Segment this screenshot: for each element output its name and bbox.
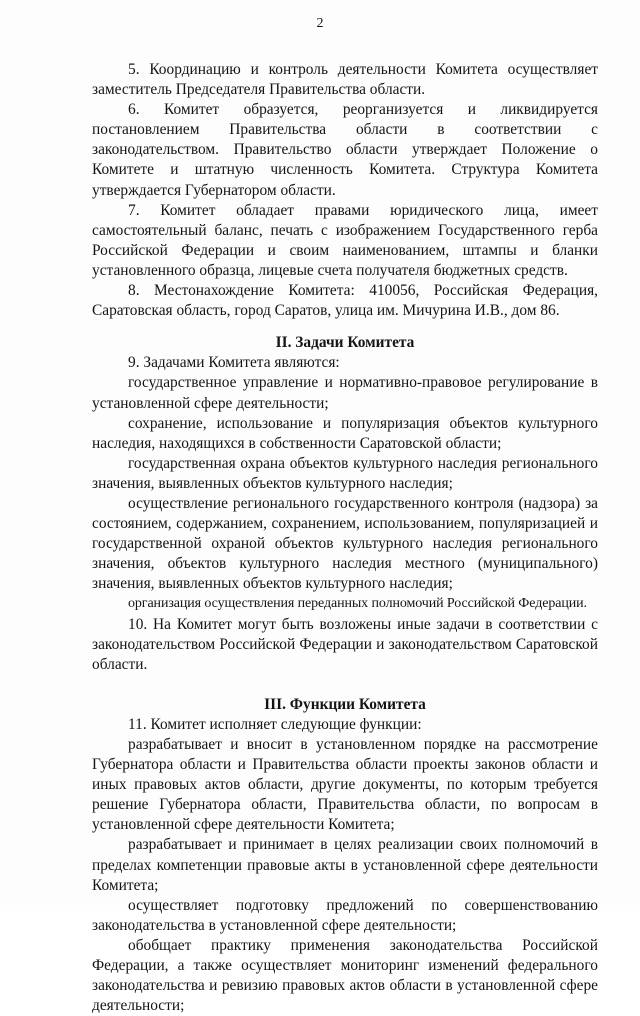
paragraph-11: 11. Комитет исполняет следующие функции:	[128, 715, 422, 733]
section-heading-tasks: II. Задачи Комитета	[275, 334, 415, 352]
paragraph-7: 7. Комитет обладает правами юридического лица, имеет самостоятельный баланс, печать с изображением Государственного герба Российской Федерации и своим наименованием, штампы и бланки установленного образца, лицевые счета получателя бюджетных средств.	[92, 201, 598, 279]
task-item: государственное управление и нормативно-правовое регулирование в установленной сфере деятельности;	[92, 374, 598, 412]
paragraph-6: 6. Комитет образуется, реорганизуется и ликвидируется постановлением Правительства области в соответствии с законодательством. Правительство области утверждает Положение о Комитете и штатную численность Комитета. Структура Комитета утверждается Губернатором области.	[92, 101, 598, 199]
function-item: обобщает практику применения законодательства Российской Федерации, а также осуществляет мониторинг изменений федерального законодательства и ревизию правовых актов области в установленной сфере деятельности;	[92, 936, 598, 1015]
section-heading-functions: III. Функции Комитета	[264, 695, 426, 713]
task-item: осуществление регионального государственного контроля (надзора) за состоянием, содержанием, сохранением, использованием, популяризацией и государственной охраной объектов культурного наследия регионального значения, объектов культурного наследия местного (муниципального) значения, выявленных объектов культурного наследия;	[92, 494, 598, 593]
function-item: разрабатывает и принимает в целях реализации своих полномочий в пределах компетенции правовые акты в установленной сфере деятельности Комитета;	[92, 836, 598, 894]
task-item: организация осуществления переданных полномочий Российской Федерации.	[128, 596, 587, 612]
function-item: разрабатывает и вносит в установленном порядке на рассмотрение Губернатора области и Правительства области проекты законов области и иных правовых актов области, другие документы, по которым требуется решение Губернатора области, Правительства области, по вопросам в установленной сфере деятельности Комитета;	[92, 736, 598, 834]
paragraph-5: 5. Координацию и контроль деятельности Комитета осуществляет заместитель Председателя Правительства области.	[92, 61, 598, 99]
page-number: 2	[316, 16, 324, 31]
function-item: осуществляет подготовку предложений по совершенствованию законодательства в установленной сфере деятельности;	[92, 896, 598, 934]
task-item: сохранение, использование и популяризация объектов культурного наследия, находящихся в собственности Саратовской области;	[92, 414, 598, 452]
paragraph-10: 10. На Комитет могут быть возложены иные задачи в соответствии с законодательством Российской Федерации и законодательством Саратовской области.	[92, 615, 598, 673]
document-body	[92, 60, 598, 1016]
paragraph-8: 8. Местонахождение Комитета: 410056, Российская Федерация, Саратовская область, город Саратов, улица им. Мичурина И.В., дом 86.	[92, 282, 598, 320]
task-item: государственная охрана объектов культурного наследия регионального значения, выявленных объектов культурного наследия;	[92, 454, 598, 492]
paragraph-9: 9. Задачами Комитета являются:	[128, 354, 340, 372]
